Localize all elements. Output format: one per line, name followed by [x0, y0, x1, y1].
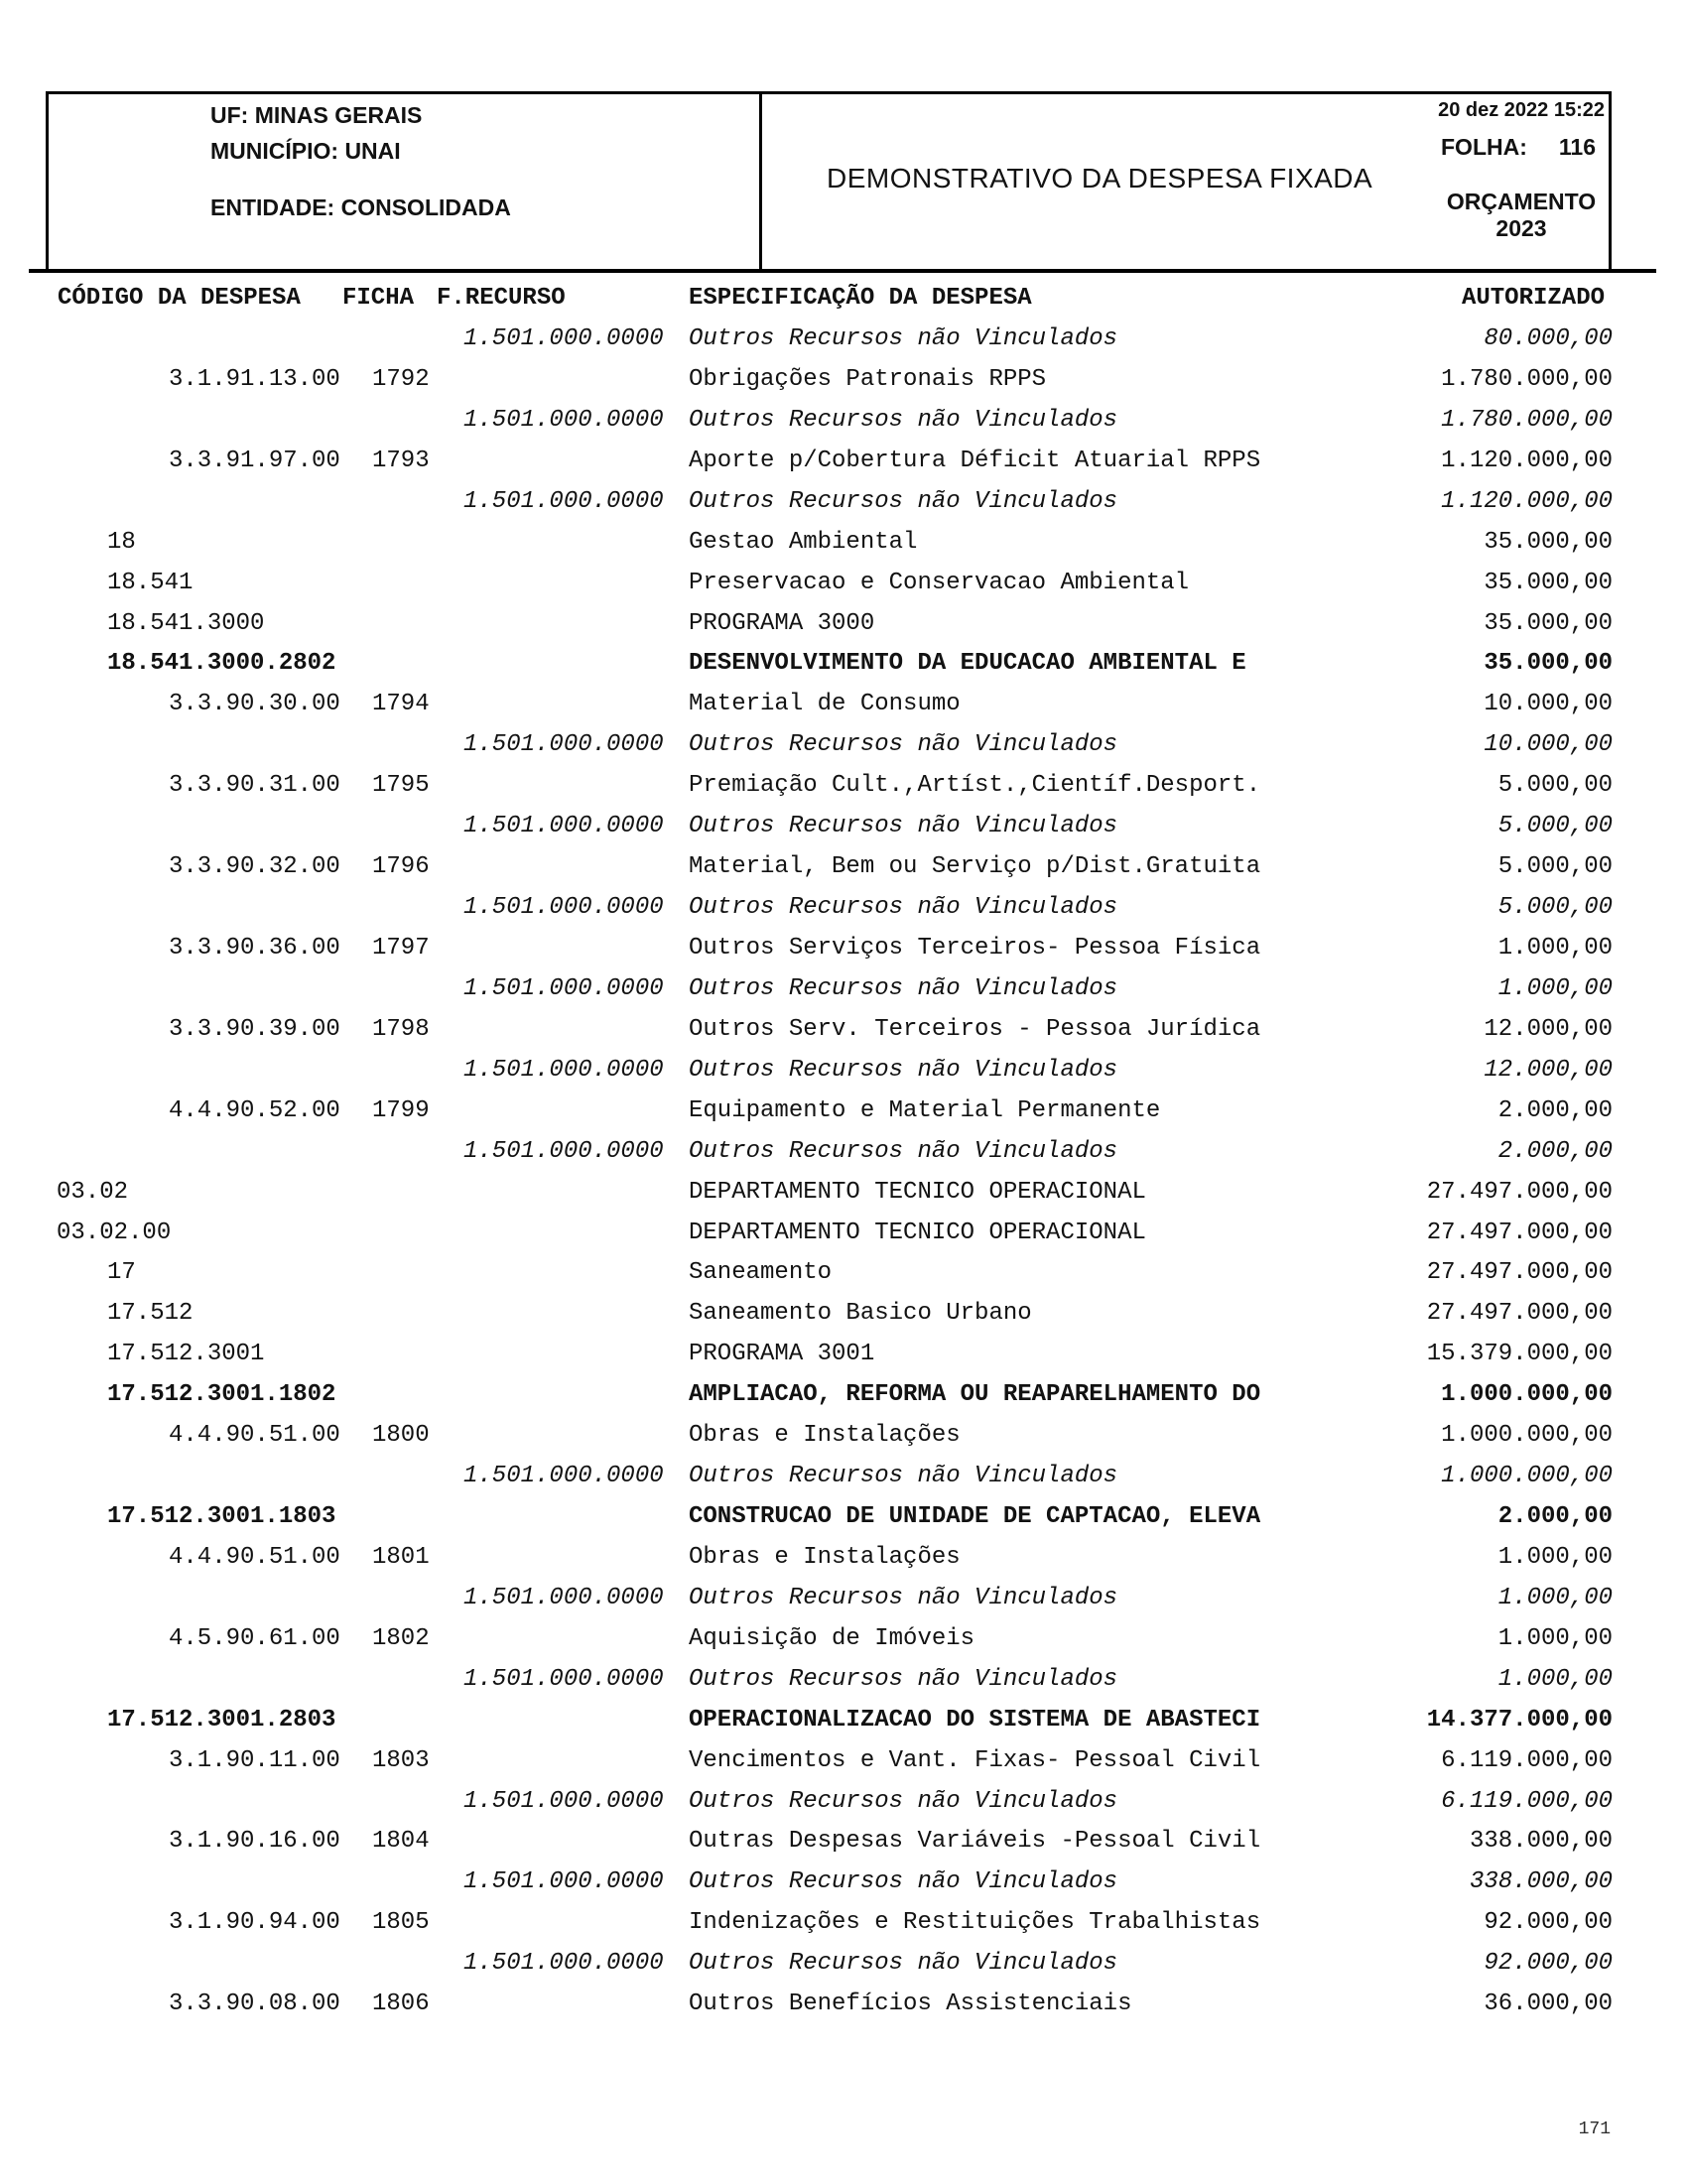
column-especificacao: ESPECIFICAÇÃO DA DESPESA	[689, 285, 1032, 312]
ficha-cell: 1806	[372, 1991, 430, 2018]
specification-cell: Obras e Instalações	[689, 1422, 961, 1450]
report-title: DEMONSTRATIVO DA DESPESA FIXADA	[827, 163, 1373, 193]
table-row	[0, 806, 1688, 846]
table-row	[0, 603, 1688, 644]
authorized-value-cell: 5.000,00	[1497, 772, 1613, 800]
authorized-value-cell: 35.000,00	[1484, 650, 1613, 678]
table-row	[0, 1618, 1688, 1659]
authorized-value-cell: 1.000,00	[1497, 1624, 1613, 1652]
expense-code-cell: 3.3.90.36.00	[169, 935, 340, 962]
expense-code-cell: 17	[107, 1259, 136, 1287]
authorized-value-cell: 1.780.000,00	[1441, 365, 1613, 393]
expense-code-cell: 4.4.90.51.00	[169, 1422, 340, 1450]
resource-code-cell: 1.501.000.0000	[463, 1665, 664, 1693]
table-row	[0, 1456, 1688, 1496]
table-row	[0, 522, 1688, 563]
table-row	[0, 319, 1688, 359]
table-row	[0, 1334, 1688, 1374]
specification-cell: OPERACIONALIZACAO DO SISTEMA DE ABASTECI	[689, 1706, 1261, 1734]
ficha-cell: 1796	[372, 853, 430, 881]
column-frecurso: F.RECURSO	[437, 285, 566, 312]
specification-cell: Saneamento Basico Urbano	[689, 1300, 1032, 1328]
resource-code-cell: 1.501.000.0000	[463, 1868, 664, 1896]
table-row	[0, 724, 1688, 765]
table-row	[0, 643, 1688, 684]
specification-cell: Outros Recursos não Vinculados	[689, 1463, 1118, 1489]
resource-code-cell: 1.501.000.0000	[463, 1584, 664, 1611]
resource-code-cell: 1.501.000.0000	[463, 406, 664, 434]
specification-cell: Outros Recursos não Vinculados	[689, 1665, 1118, 1693]
expense-code-cell: 3.3.90.30.00	[169, 691, 340, 718]
table-row	[0, 1740, 1688, 1781]
expense-code-cell: 3.3.90.32.00	[169, 853, 340, 881]
resource-code-cell: 1.501.000.0000	[463, 1137, 664, 1165]
authorized-value-cell: 14.377.000,00	[1426, 1706, 1613, 1734]
specification-cell: Equipamento e Material Permanente	[689, 1096, 1161, 1124]
table-row	[0, 400, 1688, 441]
header-municipio: MUNICÍPIO: UNAI	[210, 138, 401, 164]
ficha-cell: 1800	[372, 1422, 430, 1450]
expense-code-cell: 4.4.90.52.00	[169, 1096, 340, 1124]
column-autorizado: AUTORIZADO	[1461, 285, 1605, 312]
authorized-value-cell: 338.000,00	[1469, 1868, 1613, 1896]
table-row	[0, 968, 1688, 1009]
expense-code-cell: 3.3.90.39.00	[169, 1015, 340, 1043]
authorized-value-cell: 92.000,00	[1484, 1950, 1613, 1978]
authorized-value-cell: 1.780.000,00	[1441, 406, 1613, 434]
authorized-value-cell: 1.000,00	[1497, 1665, 1613, 1693]
authorized-value-cell: 12.000,00	[1484, 1015, 1613, 1043]
header-uf: UF: MINAS GERAIS	[210, 102, 423, 128]
table-row	[0, 928, 1688, 968]
orcamento-year: 2023	[1495, 215, 1547, 241]
table-row	[0, 1984, 1688, 2024]
ficha-cell: 1802	[372, 1624, 430, 1652]
page-number: 171	[1578, 2120, 1611, 2139]
expense-code-cell: 18	[107, 528, 136, 556]
table-row	[0, 684, 1688, 724]
specification-cell: Outras Despesas Variáveis -Pessoal Civil	[689, 1828, 1261, 1856]
expense-code-cell: 17.512.3001.1802	[107, 1381, 336, 1409]
authorized-value-cell: 5.000,00	[1497, 894, 1613, 921]
authorized-value-cell: 6.119.000,00	[1441, 1746, 1613, 1774]
authorized-value-cell: 35.000,00	[1484, 569, 1613, 596]
ficha-cell: 1792	[372, 365, 430, 393]
resource-code-cell: 1.501.000.0000	[463, 325, 664, 352]
table-row	[0, 1252, 1688, 1293]
column-ficha: FICHA	[342, 285, 415, 312]
expense-code-cell: 03.02	[57, 1178, 129, 1206]
specification-cell: Outros Serv. Terceiros - Pessoa Jurídica	[689, 1015, 1261, 1043]
authorized-value-cell: 35.000,00	[1484, 528, 1613, 556]
specification-cell: Outros Recursos não Vinculados	[689, 1868, 1118, 1896]
table-row	[0, 846, 1688, 887]
specification-cell: Outros Recursos não Vinculados	[689, 813, 1118, 840]
table-row	[0, 1172, 1688, 1213]
expense-code-cell: 3.1.91.13.00	[169, 365, 340, 393]
expense-code-cell: 18.541.3000.2802	[107, 650, 336, 678]
table-row	[0, 481, 1688, 522]
table-row	[0, 1293, 1688, 1334]
expense-code-cell: 03.02.00	[57, 1219, 172, 1246]
ficha-cell: 1804	[372, 1828, 430, 1856]
expense-code-cell: 3.1.90.94.00	[169, 1909, 340, 1937]
table-row	[0, 1415, 1688, 1456]
orcamento-label: ORÇAMENTO	[1446, 189, 1597, 214]
specification-cell: DEPARTAMENTO TECNICO OPERACIONAL	[689, 1178, 1146, 1206]
resource-code-cell: 1.501.000.0000	[463, 1950, 664, 1978]
expense-code-cell: 3.1.90.11.00	[169, 1746, 340, 1774]
authorized-value-cell: 35.000,00	[1484, 609, 1613, 637]
expense-code-cell: 4.4.90.51.00	[169, 1543, 340, 1571]
table-row	[0, 441, 1688, 481]
authorized-value-cell: 10.000,00	[1484, 731, 1613, 759]
ficha-cell: 1801	[372, 1543, 430, 1571]
authorized-value-cell: 6.119.000,00	[1441, 1787, 1613, 1815]
ficha-cell: 1795	[372, 772, 430, 800]
authorized-value-cell: 2.000,00	[1497, 1096, 1613, 1124]
authorized-value-cell: 2.000,00	[1497, 1137, 1613, 1165]
authorized-value-cell: 27.497.000,00	[1426, 1178, 1613, 1206]
specification-cell: Outros Recursos não Vinculados	[689, 406, 1118, 434]
authorized-value-cell: 1.000.000,00	[1441, 1381, 1613, 1409]
specification-cell: AMPLIACAO, REFORMA OU REAPARELHAMENTO DO	[689, 1381, 1261, 1409]
table-row	[0, 887, 1688, 928]
authorized-value-cell: 1.000,00	[1497, 974, 1613, 1002]
resource-code-cell: 1.501.000.0000	[463, 1463, 664, 1489]
specification-cell: Outros Recursos não Vinculados	[689, 731, 1118, 759]
authorized-value-cell: 5.000,00	[1497, 853, 1613, 881]
authorized-value-cell: 15.379.000,00	[1426, 1341, 1613, 1368]
expense-code-cell: 17.512.3001	[107, 1341, 265, 1368]
table-row	[0, 765, 1688, 806]
specification-cell: Obrigações Patronais RPPS	[689, 365, 1047, 393]
table-row	[0, 1943, 1688, 1984]
resource-code-cell: 1.501.000.0000	[463, 894, 664, 921]
specification-cell: Outros Recursos não Vinculados	[689, 1137, 1118, 1165]
authorized-value-cell: 27.497.000,00	[1426, 1300, 1613, 1328]
folha-label: FOLHA:	[1441, 134, 1527, 160]
ficha-cell: 1798	[372, 1015, 430, 1043]
authorized-value-cell: 338.000,00	[1469, 1828, 1613, 1856]
specification-cell: Preservacao e Conservacao Ambiental	[689, 569, 1190, 596]
authorized-value-cell: 1.000,00	[1497, 1584, 1613, 1611]
specification-cell: Premiação Cult.,Artíst.,Científ.Desport.	[689, 772, 1261, 800]
specification-cell: Gestao Ambiental	[689, 528, 918, 556]
specification-cell: DEPARTAMENTO TECNICO OPERACIONAL	[689, 1219, 1146, 1246]
specification-cell: DESENVOLVIMENTO DA EDUCACAO AMBIENTAL E	[689, 650, 1246, 678]
specification-cell: Outros Serviços Terceiros- Pessoa Física	[689, 935, 1261, 962]
table-row	[0, 1537, 1688, 1578]
ficha-cell: 1803	[372, 1746, 430, 1774]
table-row	[0, 1700, 1688, 1740]
specification-cell: Vencimentos e Vant. Fixas- Pessoal Civil	[689, 1746, 1261, 1774]
ficha-cell: 1805	[372, 1909, 430, 1937]
authorized-value-cell: 1.000.000,00	[1441, 1422, 1613, 1450]
header-datetime: 20 dez 2022 15:22	[1438, 99, 1605, 121]
column-codigo: CÓDIGO DA DESPESA	[58, 285, 301, 312]
authorized-value-cell: 2.000,00	[1497, 1503, 1613, 1530]
header-entidade: ENTIDADE: CONSOLIDADA	[210, 194, 511, 220]
specification-cell: Outros Recursos não Vinculados	[689, 1787, 1118, 1815]
authorized-value-cell: 5.000,00	[1497, 813, 1613, 840]
resource-code-cell: 1.501.000.0000	[463, 1056, 664, 1084]
authorized-value-cell: 1.000,00	[1497, 1543, 1613, 1571]
ficha-cell: 1793	[372, 447, 430, 474]
authorized-value-cell: 10.000,00	[1484, 691, 1613, 718]
specification-cell: Obras e Instalações	[689, 1543, 961, 1571]
authorized-value-cell: 1.000.000,00	[1441, 1463, 1613, 1489]
expense-code-cell: 17.512.3001.2803	[107, 1706, 336, 1734]
specification-cell: Material, Bem ou Serviço p/Dist.Gratuita	[689, 853, 1261, 881]
table-row	[0, 1009, 1688, 1050]
table-row	[0, 1050, 1688, 1091]
expense-code-cell: 3.3.91.97.00	[169, 447, 340, 474]
specification-cell: CONSTRUCAO DE UNIDADE DE CAPTACAO, ELEVA	[689, 1503, 1261, 1530]
specification-cell: Outros Recursos não Vinculados	[689, 1950, 1118, 1978]
expense-code-cell: 4.5.90.61.00	[169, 1624, 340, 1652]
expense-code-cell: 3.1.90.16.00	[169, 1828, 340, 1856]
table-row	[0, 1659, 1688, 1700]
expense-code-cell: 3.3.90.31.00	[169, 772, 340, 800]
specification-cell: Outros Recursos não Vinculados	[689, 1584, 1118, 1611]
authorized-value-cell: 80.000,00	[1484, 325, 1613, 352]
specification-cell: Aporte p/Cobertura Déficit Atuarial RPPS	[689, 447, 1261, 474]
table-row	[0, 1862, 1688, 1902]
resource-code-cell: 1.501.000.0000	[463, 1787, 664, 1815]
specification-cell: Material de Consumo	[689, 691, 961, 718]
table-row	[0, 1091, 1688, 1131]
resource-code-cell: 1.501.000.0000	[463, 974, 664, 1002]
specification-cell: PROGRAMA 3000	[689, 609, 875, 637]
specification-cell: Outros Recursos não Vinculados	[689, 974, 1118, 1002]
specification-cell: Indenizações e Restituições Trabalhistas	[689, 1909, 1261, 1937]
expense-code-cell: 18.541	[107, 569, 194, 596]
table-row	[0, 1131, 1688, 1172]
ficha-cell: 1797	[372, 935, 430, 962]
authorized-value-cell: 1.120.000,00	[1441, 487, 1613, 515]
expense-code-cell: 17.512	[107, 1300, 194, 1328]
table-row	[0, 1213, 1688, 1253]
table-row	[0, 359, 1688, 400]
table-row	[0, 1578, 1688, 1618]
resource-code-cell: 1.501.000.0000	[463, 731, 664, 759]
specification-cell: Outros Recursos não Vinculados	[689, 1056, 1118, 1084]
expense-code-cell: 17.512.3001.1803	[107, 1503, 336, 1530]
ficha-cell: 1799	[372, 1096, 430, 1124]
authorized-value-cell: 36.000,00	[1484, 1991, 1613, 2018]
specification-cell: Outros Recursos não Vinculados	[689, 487, 1118, 515]
specification-cell: Saneamento	[689, 1259, 833, 1287]
resource-code-cell: 1.501.000.0000	[463, 813, 664, 840]
expense-code-cell: 18.541.3000	[107, 609, 265, 637]
resource-code-cell: 1.501.000.0000	[463, 487, 664, 515]
table-row	[0, 1496, 1688, 1537]
authorized-value-cell: 92.000,00	[1484, 1909, 1613, 1937]
table-row	[0, 1781, 1688, 1822]
table-row	[0, 1902, 1688, 1943]
specification-cell: PROGRAMA 3001	[689, 1341, 875, 1368]
ficha-cell: 1794	[372, 691, 430, 718]
specification-cell: Aquisição de Imóveis	[689, 1624, 975, 1652]
specification-cell: Outros Recursos não Vinculados	[689, 894, 1118, 921]
authorized-value-cell: 1.120.000,00	[1441, 447, 1613, 474]
authorized-value-cell: 27.497.000,00	[1426, 1259, 1613, 1287]
table-row	[0, 1821, 1688, 1862]
specification-cell: Outros Benefícios Assistenciais	[689, 1991, 1132, 2018]
expense-code-cell: 3.3.90.08.00	[169, 1991, 340, 2018]
folha-value: 116	[1558, 134, 1596, 160]
authorized-value-cell: 12.000,00	[1484, 1056, 1613, 1084]
table-row	[0, 1374, 1688, 1415]
specification-cell: Outros Recursos não Vinculados	[689, 325, 1118, 352]
authorized-value-cell: 27.497.000,00	[1426, 1219, 1613, 1246]
authorized-value-cell: 1.000,00	[1497, 935, 1613, 962]
table-row	[0, 563, 1688, 603]
